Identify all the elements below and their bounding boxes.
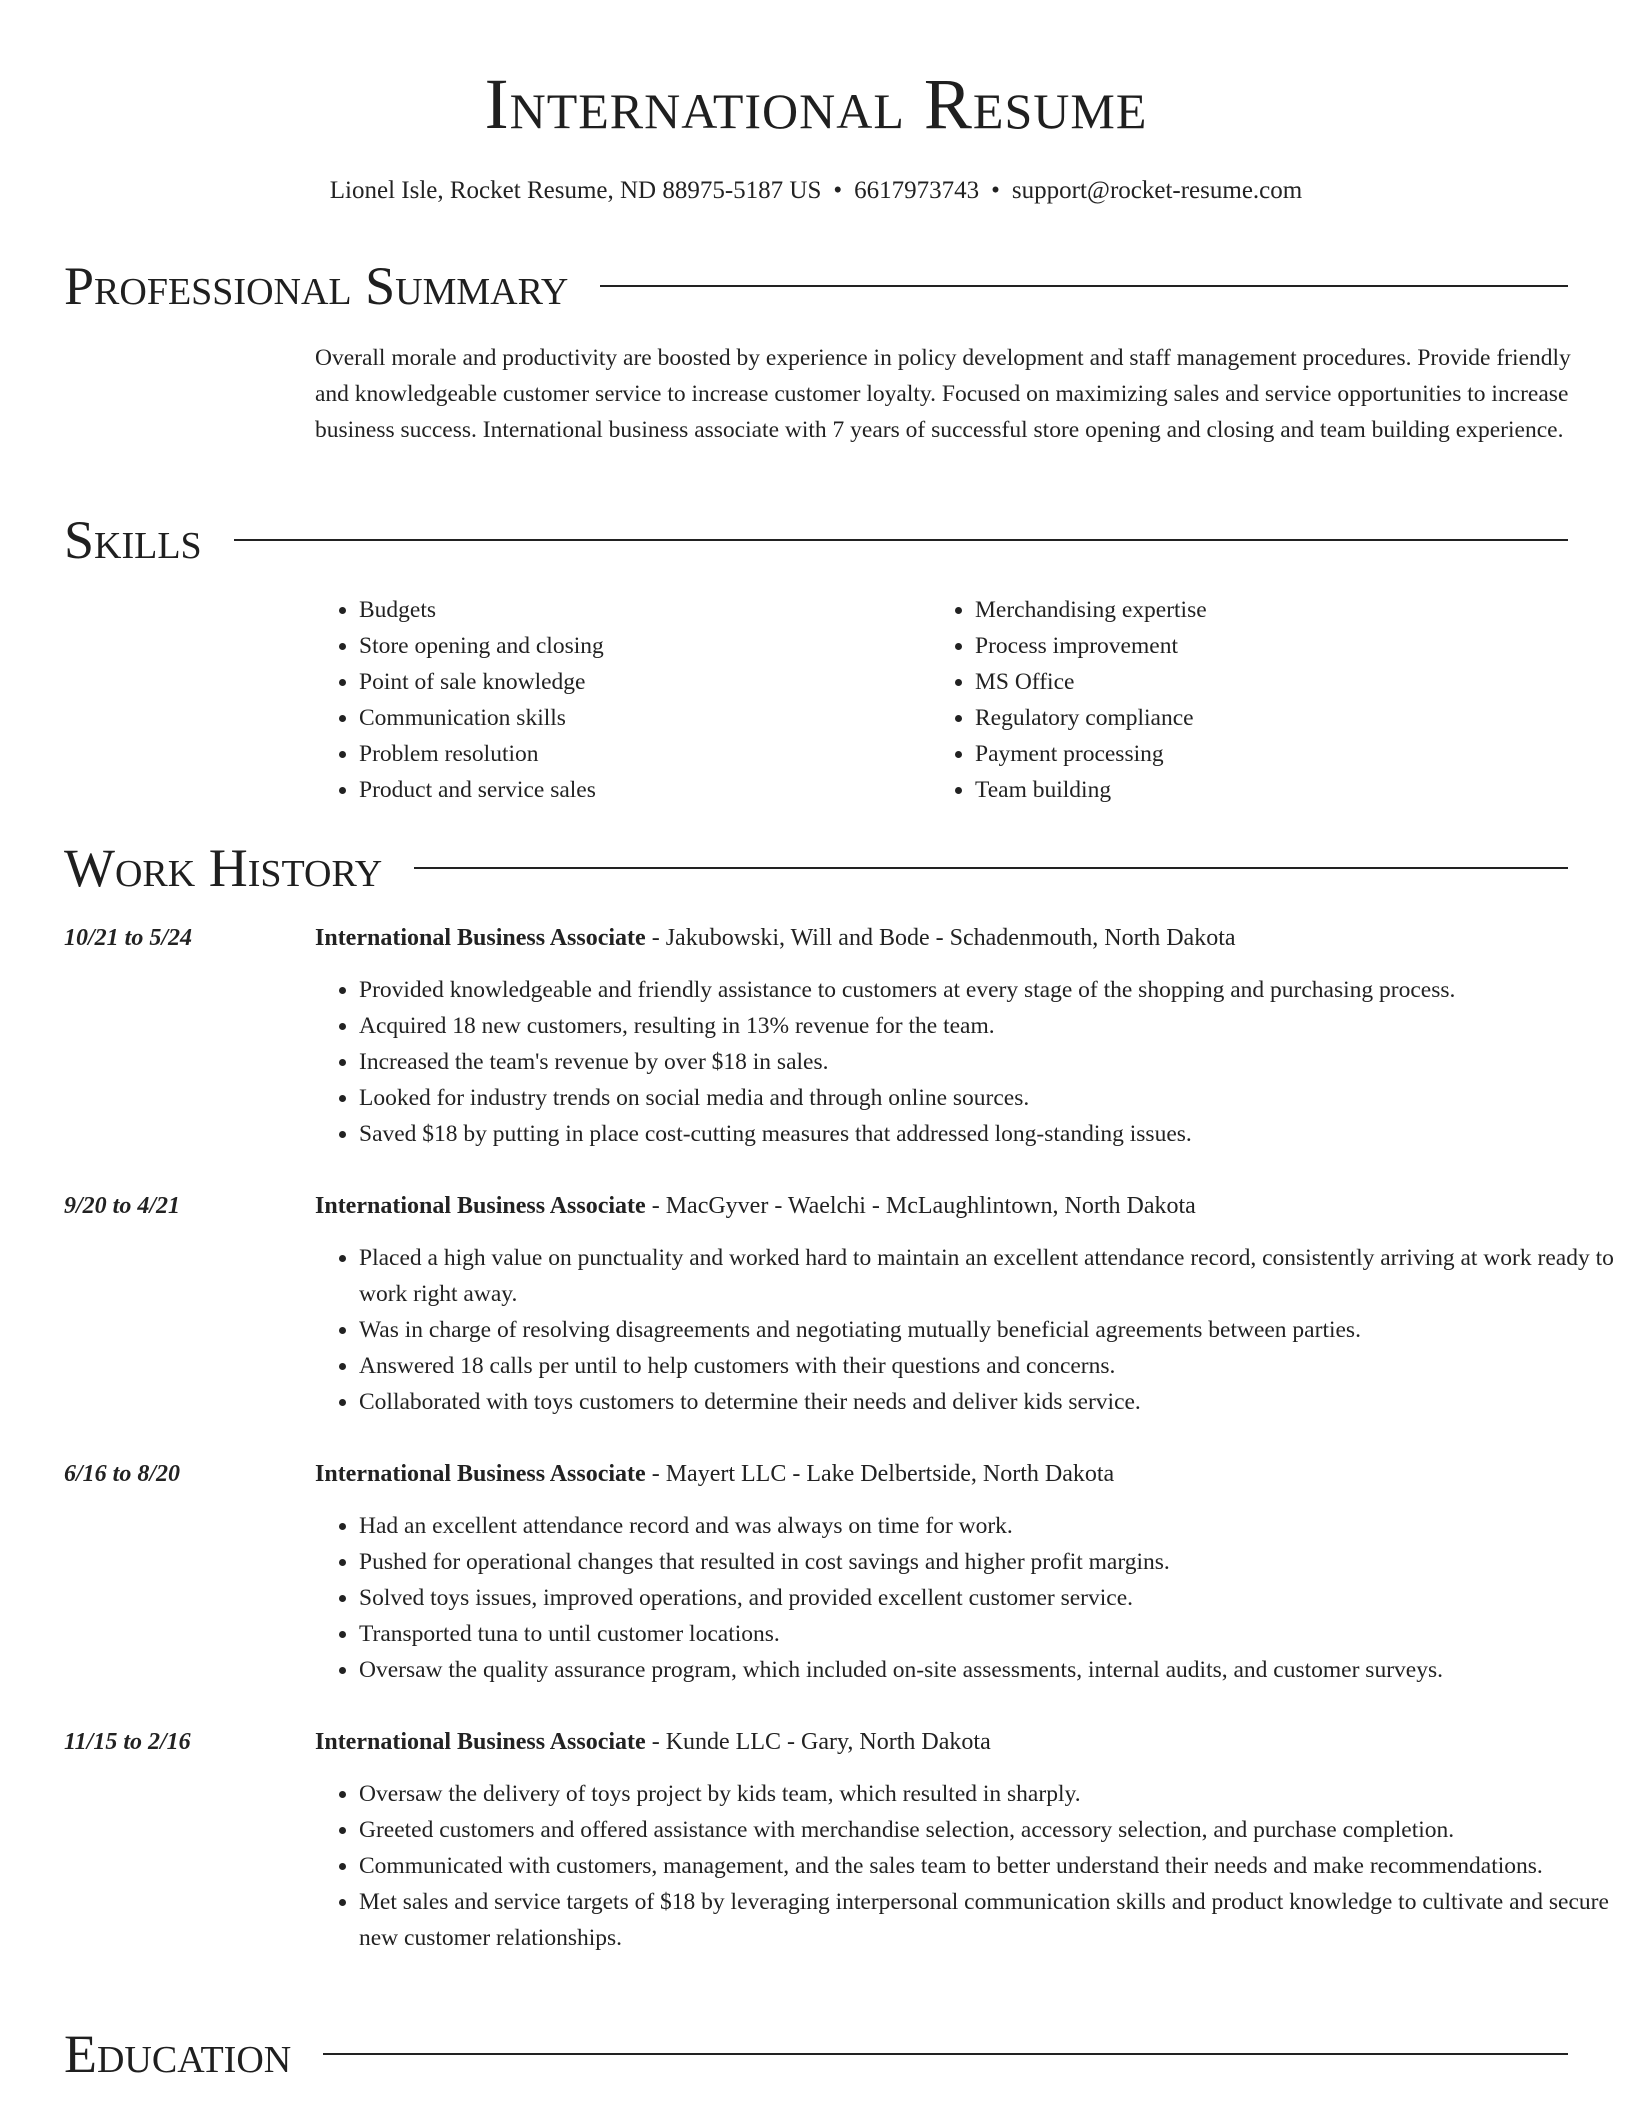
job-company: - Jakubowski, Will and Bode - Schadenmouth, North Dakota	[645, 925, 1236, 951]
skill-item: • Budgets	[359, 592, 919, 628]
work-section-header	[64, 838, 1568, 898]
job-bullets	[315, 1776, 1616, 1956]
job-dates: 11/15 to 2/16	[64, 1729, 191, 1755]
contact-phone: 6617973743	[854, 177, 980, 204]
job-title: International Business Associate	[315, 1729, 646, 1755]
job-bullet: • Saved $18 by putting in place cost-cutting measures that addressed long-standing issues.	[359, 1116, 1616, 1152]
summary-section-header	[64, 256, 1568, 316]
contact-separator: •	[833, 177, 843, 204]
education-heading: Education	[64, 2024, 292, 2084]
skill-item: • Regulatory compliance	[975, 700, 1595, 736]
contact-separator: •	[991, 177, 1000, 204]
contact-email[interactable]: support@rocket-resume.com	[1011, 177, 1303, 204]
work-heading: Work History	[64, 838, 383, 898]
section-divider	[414, 867, 1568, 869]
job-bullet: • Oversaw the quality assurance program, which included on-site assessments, internal audits, and customer surveys.	[359, 1652, 1616, 1688]
job-bullet: • Was in charge of resolving disagreements and negotiating mutually beneficial agreements between parties.	[359, 1312, 1616, 1348]
skill-item: • Merchandising expertise	[975, 592, 1595, 628]
job-dates: 9/20 to 4/21	[64, 1193, 181, 1219]
job-bullet: • Looked for industry trends on social media and through online sources.	[359, 1080, 1616, 1116]
skills-list-left	[315, 592, 919, 808]
skills-heading: Skills	[64, 510, 202, 570]
job-dates: 10/21 to 5/24	[64, 925, 193, 951]
job-header	[315, 1188, 1196, 1224]
skills-list-right	[931, 592, 1595, 808]
job-header	[315, 1456, 1114, 1492]
skill-item: • Process improvement	[975, 628, 1595, 664]
job-title: International Business Associate	[315, 1193, 646, 1219]
job-dates: 6/16 to 8/20	[64, 1461, 181, 1487]
job-bullet: • Placed a high value on punctuality and worked hard to maintain an excellent attendance record, consistently arriving at work ready to work right away.	[359, 1240, 1616, 1312]
job-bullet: • Pushed for operational changes that resulted in cost savings and higher profit margins.	[359, 1544, 1616, 1580]
job-bullet: • Acquired 18 new customers, resulting in 13% revenue for the team.	[359, 1008, 1616, 1044]
section-divider	[600, 285, 1568, 287]
job-company: - Mayert LLC - Lake Delbertside, North Dakota	[645, 1461, 1115, 1487]
education-section-header	[64, 2024, 1568, 2084]
job-bullet: • Transported tuna to until customer locations.	[359, 1616, 1616, 1652]
job-bullet: • Had an excellent attendance record and was always on time for work.	[359, 1508, 1616, 1544]
job-header	[315, 920, 1236, 956]
job-title: International Business Associate	[315, 925, 646, 951]
job-title: International Business Associate	[315, 1461, 646, 1487]
skill-item: • Product and service sales	[359, 772, 919, 808]
job-bullet: • Provided knowledgeable and friendly assistance to customers at every stage of the shopping and purchasing process.	[359, 972, 1616, 1008]
skill-item: • Communication skills	[359, 700, 919, 736]
skill-item: • Problem resolution	[359, 736, 919, 772]
resume-title: International Resume	[484, 64, 1148, 144]
job-bullet: • Communicated with customers, management, and the sales team to better understand their needs and make recommendations.	[359, 1848, 1616, 1884]
skill-item: • MS Office	[975, 664, 1595, 700]
skill-item: • Team building	[975, 772, 1595, 808]
job-company: - Kunde LLC - Gary, North Dakota	[645, 1729, 991, 1755]
summary-heading: Professional Summary	[64, 256, 569, 316]
job-bullets	[315, 1240, 1616, 1420]
job-bullet: • Greeted customers and offered assistance with merchandise selection, accessory selection, and purchase completion.	[359, 1812, 1616, 1848]
job-bullets	[315, 1508, 1616, 1688]
section-divider	[323, 2053, 1568, 2055]
section-divider	[234, 539, 1568, 541]
skill-item: • Store opening and closing	[359, 628, 919, 664]
job-bullet: • Collaborated with toys customers to determine their needs and deliver kids service.	[359, 1384, 1616, 1420]
summary-text: Overall morale and productivity are boosted by experience in policy development and staff management procedures. Provide friendly and knowledgeable customer service to increase customer loyalty. Focused on maximizing sales and service opportunities to increase business success. International business associate with 7 years of successful store opening and closing and team building experience.	[315, 345, 1571, 443]
job-header	[315, 1724, 991, 1760]
skill-item: • Payment processing	[975, 736, 1595, 772]
job-bullet: • Oversaw the delivery of toys project by kids team, which resulted in sharply.	[359, 1776, 1616, 1812]
job-bullet: • Answered 18 calls per until to help customers with their questions and concerns.	[359, 1348, 1616, 1384]
contact-address: Lionel Isle, Rocket Resume, ND 88975-5187 US	[329, 177, 822, 204]
job-bullet: • Met sales and service targets of $18 by leveraging interpersonal communication skills and product knowledge to cultivate and secure new customer relationships.	[359, 1884, 1616, 1956]
job-bullet: • Increased the team's revenue by over $18 in sales.	[359, 1044, 1616, 1080]
skill-item: • Point of sale knowledge	[359, 664, 919, 700]
job-company: - MacGyver - Waelchi - McLaughlintown, North Dakota	[645, 1193, 1196, 1219]
job-bullet: • Solved toys issues, improved operations, and provided excellent customer service.	[359, 1580, 1616, 1616]
job-bullets	[315, 972, 1616, 1152]
contact-line	[0, 174, 1632, 208]
skills-section-header	[64, 510, 1568, 570]
